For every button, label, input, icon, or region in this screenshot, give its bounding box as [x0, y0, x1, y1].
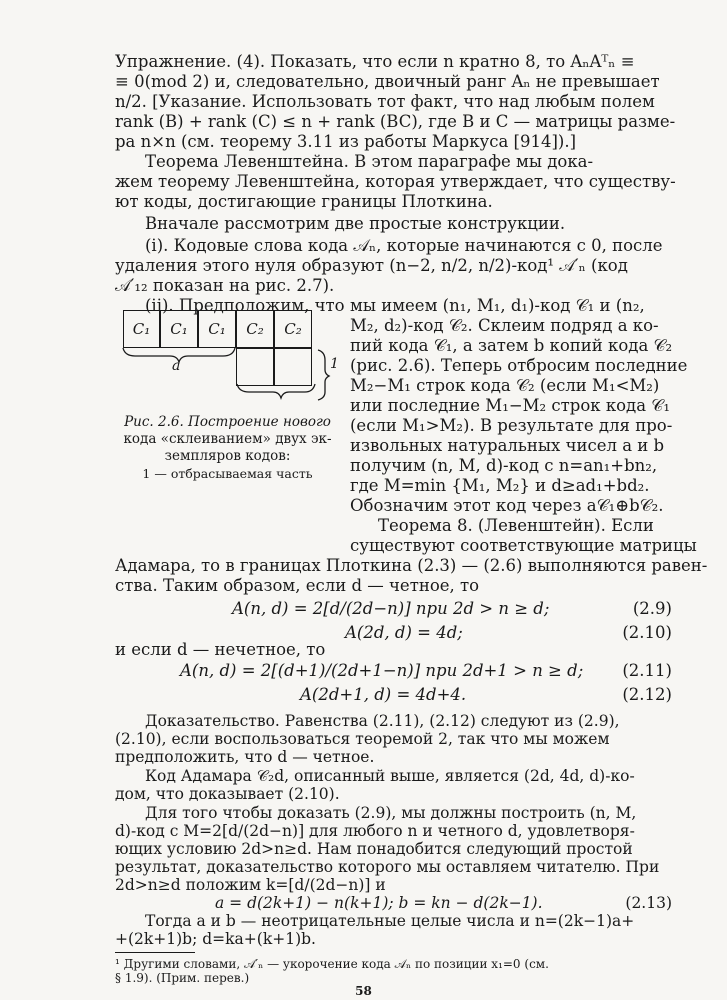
text-line: ющих условию 2d>n≥d. Нам понадобится следующий простой	[115, 840, 633, 858]
equation-number: (2.11)	[622, 661, 672, 680]
text-line: существуют соответствующие матрицы	[350, 536, 697, 555]
text-line: (рис. 2.6). Теперь отбросим последние	[350, 356, 688, 375]
equation-number: (2.12)	[622, 685, 672, 704]
text-line: дом, что доказывает (2.10).	[115, 785, 340, 803]
text-line: пий кода 𝒞₁, а затем b копий кода 𝒞₂	[350, 336, 673, 355]
section-heading-line: Теорема Левенштейна. В этом параграфе мы дока-	[145, 152, 594, 171]
text-line: rank (B) + rank (C) ≤ n + rank (BC), где B и C — матрицы разме-	[115, 112, 676, 131]
text-line: (если M₁>M₂). В результате для про-	[350, 416, 673, 435]
text-line: ют коды, достигающие границы Плоткина.	[115, 192, 493, 211]
text-line: 𝒜′₁₂ показан на рис. 2.7).	[115, 276, 335, 295]
text-line: предположить, что d — четное.	[115, 748, 375, 766]
text-line: получим (n, M, d)-код с n=an₁+bn₂,	[350, 456, 658, 475]
footnote-rule	[115, 952, 195, 953]
text-line: (2.10), если воспользоваться теоремой 2, так что мы можем	[115, 730, 610, 748]
text-line: результат, доказательство которого мы оставляем читателю. При	[115, 858, 660, 876]
figure-caption-line: земпляров кодов:	[164, 448, 291, 464]
text-line: Тогда a и b — неотрицательные целые числа и n=(2k−1)a+	[145, 912, 635, 930]
page-number: 58	[355, 984, 372, 998]
equation-number: (2.13)	[625, 894, 672, 912]
text-line: Код Адамара 𝒞₂d, описанный выше, является (2d, 4d, d)-ко-	[145, 767, 635, 785]
text-line: жем теорему Левенштейна, которая утверждает, что существу-	[115, 172, 676, 191]
code-block-c1: C₁	[123, 310, 160, 348]
figure-caption-line: Рис. 2.6. Построение нового	[124, 414, 331, 430]
brace-label-a: a	[172, 358, 181, 374]
equation: A(2d, d) = 4d;	[345, 623, 463, 642]
text-line: Упражнение. (4). Показать, что если n кратно 8, то AₙAᵀₙ ≡	[115, 52, 635, 71]
equation-number: (2.9)	[632, 599, 672, 618]
text-line: Обозначим этот код через a𝒞₁⊕b𝒞₂.	[350, 496, 664, 515]
equation: A(2d+1, d) = 4d+4.	[300, 685, 467, 704]
text-line: и если d — нечетное, то	[115, 640, 326, 659]
code-block-c2: C₂	[274, 310, 312, 348]
text-line: (i). Кодовые слова кода 𝒜ₙ, которые начинаются с 0, после	[145, 236, 663, 255]
text-line: M₂, d₂)-код 𝒞₂. Склеим подряд a ко-	[350, 316, 659, 335]
equation: a = d(2k+1) − n(k+1); b = kn − d(2k−1).	[215, 894, 543, 912]
text-line: или последние M₁−M₂ строк кода 𝒞₁	[350, 396, 670, 415]
footnote-line: ¹ Другими словами, 𝒜′ₙ — укорочение кода 𝒜ₙ по позиции x₁=0 (см.	[115, 957, 549, 971]
text-line: ства. Таким образом, если d — четное, то	[115, 576, 480, 595]
figure-braces	[115, 340, 345, 405]
text-line: удаления этого нуля образуют (n−2, n/2, n/2)-код¹ 𝒜′ₙ (код	[115, 256, 628, 275]
equation-number: (2.10)	[622, 623, 672, 642]
text-line: мы имеем (n₁, M₁, d₁)-код 𝒞₁ и (n₂,	[350, 296, 645, 315]
text-line: 2d>n≥d положим k=[d/(2d−n)] и	[115, 876, 386, 894]
text-line: ≡ 0(mod 2) и, следовательно, двоичный ранг Aₙ не превышает	[115, 72, 660, 91]
text-line: извольных натуральных чисел a и b	[350, 436, 665, 455]
text-line: Адамара, то в границах Плоткина (2.3) — (2.6) выполняются равен-	[115, 556, 708, 575]
figure-caption-line: кода «склеиванием» двух эк-	[123, 431, 332, 447]
text-line: где M=min {M₁, M₂} и d≥ad₁+bd₂.	[350, 476, 650, 495]
equation: A(n, d) = 2[d/(2d−n)] при 2d > n ≥ d;	[232, 599, 550, 618]
text-line: ра n×n (см. теорему 3.11 из работы Маркуса [914]).]	[115, 132, 577, 151]
text-line: d)-код с M=2[d/(2d−n)] для любого n и четного d, удовлетворя-	[115, 822, 635, 840]
brace-label-1: 1	[330, 356, 339, 372]
text-line: Вначале рассмотрим две простые конструкции.	[145, 214, 566, 233]
text-line: Для того чтобы доказать (2.9), мы должны построить (n, M,	[145, 804, 637, 822]
text-line: M₂−M₁ строк кода 𝒞₂ (если M₁<M₂)	[350, 376, 660, 395]
footnote-line: § 1.9). (Прим. перев.)	[115, 971, 250, 985]
code-block-c1: C₁	[160, 310, 198, 348]
equation: A(n, d) = 2[(d+1)/(2d+1−n)] при 2d+1 > n ≥ d;	[180, 661, 584, 680]
figure-caption-line: 1 — отбрасываемая часть	[142, 466, 313, 481]
text-line: (ii). Предположим, что	[145, 296, 345, 315]
text-line: +(2k+1)b; d=ka+(k+1)b.	[115, 930, 316, 948]
text-line: n/2. [Указание. Использовать тот факт, что над любым полем	[115, 92, 655, 111]
code-block-c2: C₂	[236, 310, 274, 348]
code-block-c1: C₁	[198, 310, 236, 348]
text-line: Доказательство. Равенства (2.11), (2.12) следуют из (2.9),	[145, 712, 620, 730]
theorem-heading-line: Теорема 8. (Левенштейн). Если	[378, 516, 654, 535]
